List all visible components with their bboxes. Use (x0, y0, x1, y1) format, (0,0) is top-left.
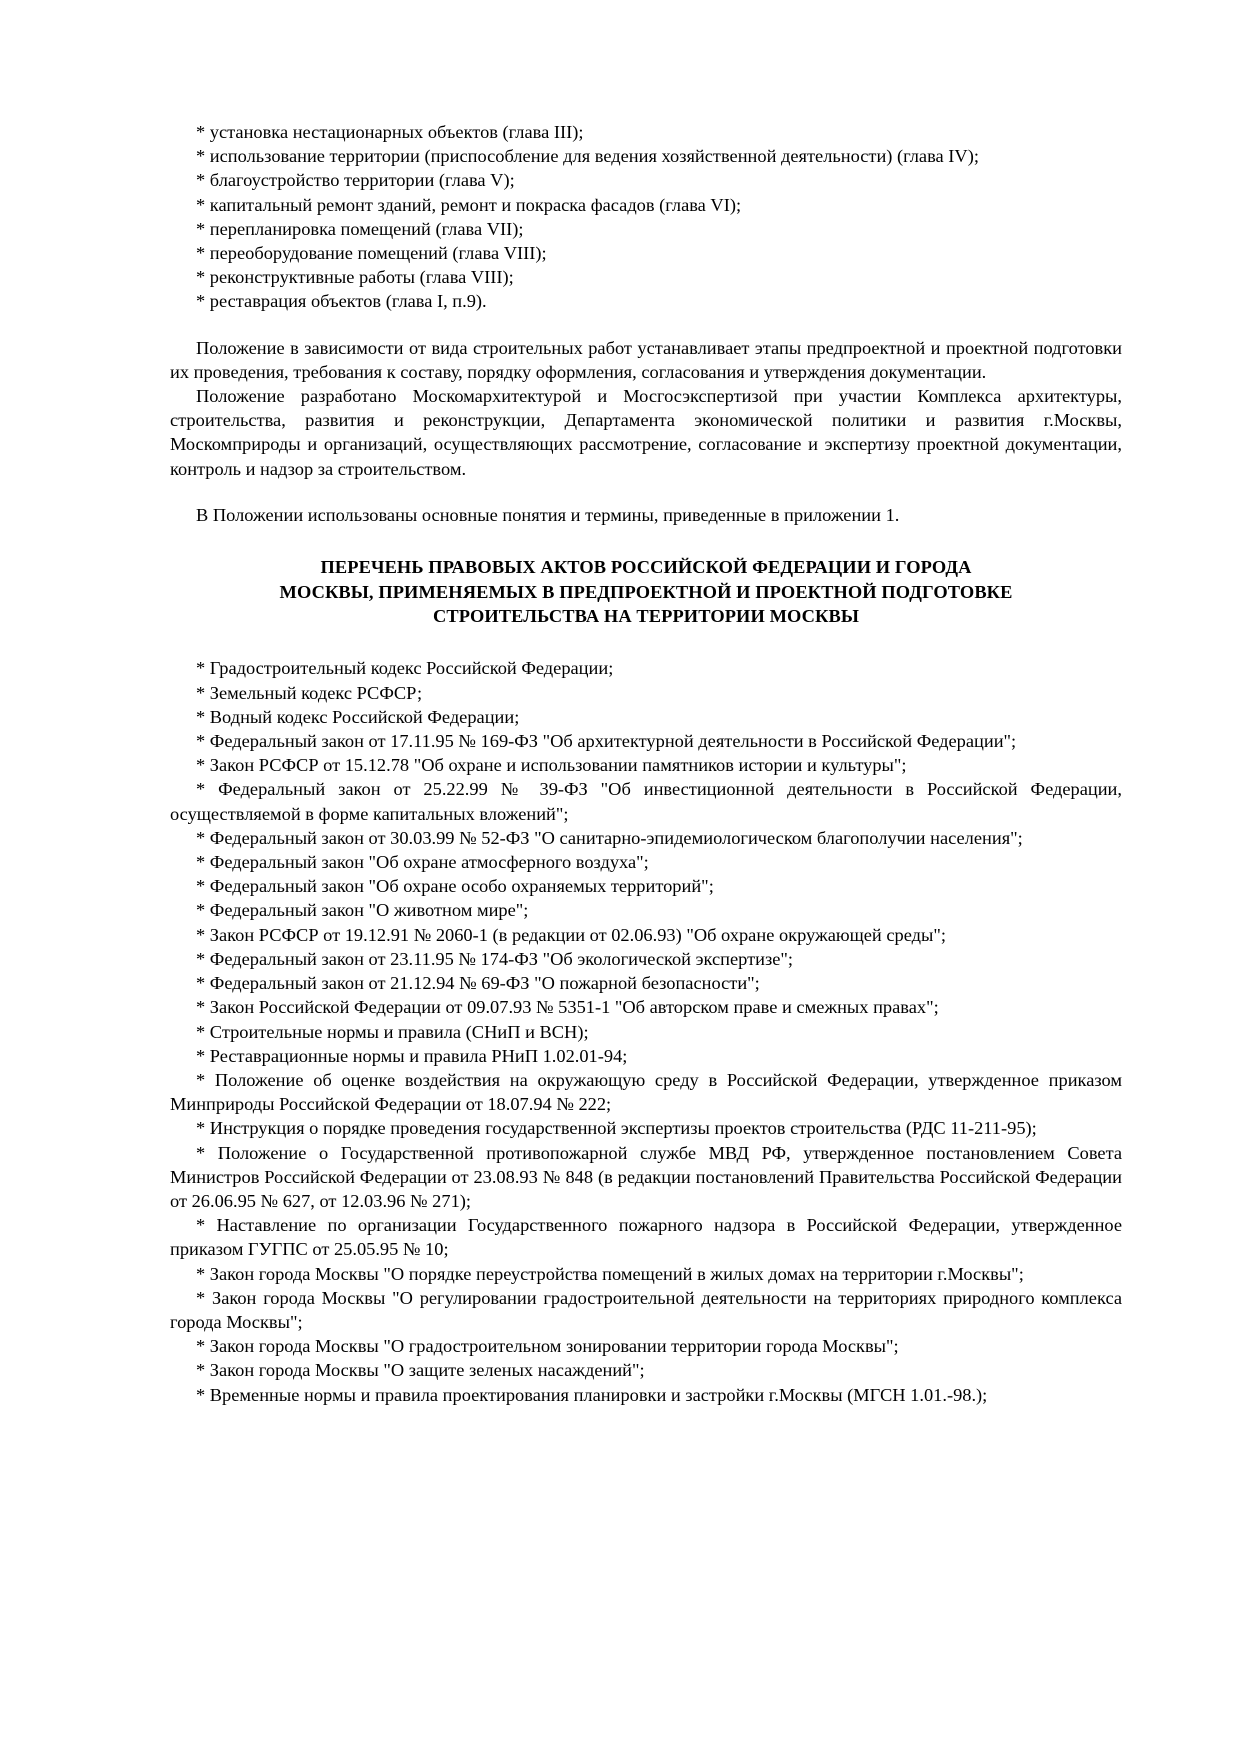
top-bullet-list (170, 120, 1122, 314)
list-item: * Закон РСФСР от 19.12.91 № 2060-1 (в редакции от 02.06.93) "Об охране окружающей среды"; (196, 924, 946, 945)
spacer (170, 481, 1122, 503)
list-item: * Наставление по организации Государственного пожарного надзора в Российской Федерации, утвержденное приказом ГУГПС от 25.05.95 № 10; (170, 1215, 1122, 1260)
list-item: * Закон Российской Федерации от 09.07.93 № 5351-1 "Об авторском праве и смежных правах"; (196, 997, 939, 1018)
heading-line: СТРОИТЕЛЬСТВА НА ТЕРРИТОРИИ МОСКВЫ (433, 605, 859, 626)
list-item: * Инструкция о порядке проведения государственной экспертизы проектов строительства (РДС 11-211-95); (196, 1118, 1037, 1139)
list-item: * Федеральный закон от 30.03.99 № 52-ФЗ "О санитарно-эпидемиологическом благополучии населения"; (196, 827, 1023, 848)
list-item: * Реставрационные нормы и правила РНиП 1.02.01-94; (196, 1045, 628, 1066)
list-item: * Федеральный закон "Об охране особо охраняемых территорий"; (196, 876, 714, 897)
list-item: * использование территории (приспособление для ведения хозяйственной деятельности) (глава IV); (196, 146, 979, 167)
list-item: * реконструктивные работы (глава VIII); (196, 267, 514, 288)
list-item: * капитальный ремонт зданий, ремонт и покраска фасадов (глава VI); (196, 194, 742, 215)
list-item: * переоборудование помещений (глава VIII); (196, 243, 547, 264)
paragraph-terms-note: В Положении использованы основные понятия и термины, приведенные в приложении 1. (196, 504, 900, 525)
list-item: * перепланировка помещений (глава VII); (196, 218, 524, 239)
list-item: * Федеральный закон "Об охране атмосферного воздуха"; (196, 852, 649, 873)
list-item: * Строительные нормы и правила (СНиП и ВСН); (196, 1021, 589, 1042)
list-item: * Земельный кодекс РСФСР; (196, 682, 423, 703)
heading-line: МОСКВЫ, ПРИМЕНЯЕМЫХ В ПРЕДПРОЕКТНОЙ И ПРОЕКТНОЙ ПОДГОТОВКЕ (279, 581, 1013, 602)
spacer (170, 314, 1122, 336)
list-item: * благоустройство территории (глава V); (196, 170, 515, 191)
list-item: * Закон РСФСР от 15.12.78 "Об охране и использовании памятников истории и культуры"; (196, 755, 907, 776)
list-item: * Закон города Москвы "О градостроительном зонировании территории города Москвы"; (196, 1336, 899, 1357)
list-item: * Водный кодекс Российской Федерации; (196, 706, 520, 727)
paragraph-scope: Положение в зависимости от вида строительных работ устанавливает этапы предпроектной и проектной подготовки их проведения, требования к составу, порядку оформления, согласования и утверждения документации. (170, 337, 1122, 382)
list-item: * Федеральный закон от 25.22.99 № 39-ФЗ "Об инвестиционной деятельности в Российской Федерации, осуществляемой в форме капитальных вложений"; (170, 779, 1122, 824)
list-item: * Федеральный закон от 23.11.95 № 174-ФЗ "Об экологической экспертизе"; (196, 948, 794, 969)
heading-line: ПЕРЕЧЕНЬ ПРАВОВЫХ АКТОВ РОССИЙСКОЙ ФЕДЕРАЦИИ И ГОРОДА (320, 557, 972, 578)
list-item: * Закон города Москвы "О порядке переустройства помещений в жилых домах на территории г.Москвы"; (196, 1263, 1024, 1284)
list-item: * установка нестационарных объектов (глава III); (196, 122, 584, 142)
legal-acts-list (170, 656, 1122, 1406)
spacer (170, 628, 1122, 656)
list-item: * Положение о Государственной противопожарной службе МВД РФ, утвержденное постановлением Совета Министров Российской Федерации от 23.08.93 № 848 (в редакции постановлений Правительства Российской Федерации от 26.06.95 № 627, от 12.03.96 № 271); (170, 1142, 1122, 1211)
paragraph-authors: Положение разработано Москомархитектурой и Мосгосэкспертизой при участии Комплекса архитектуры, строительства, развития и реконструкции, Департамента экономической политики и развития г.Москвы, Москомприроды и организаций, осуществляющих рассмотрение, согласование и экспертизу проектной документации, контроль и надзор за строительством. (170, 386, 1122, 479)
document-body (170, 120, 1122, 1407)
list-item: * Закон города Москвы "О защите зеленых насаждений"; (196, 1360, 645, 1381)
list-item: * Федеральный закон "О животном мире"; (196, 900, 529, 921)
list-item: * реставрация объектов (глава I, п.9). (196, 291, 487, 312)
list-item: * Положение об оценке воздействия на окружающую среду в Российской Федерации, утвержденное приказом Минприроды Российской Федерации от 18.07.94 № 222; (170, 1069, 1122, 1115)
list-item: * Временные нормы и правила проектирования планировки и застройки г.Москвы (МГСН 1.01.-98.); (196, 1384, 988, 1405)
section-heading (170, 555, 1122, 628)
list-item: * Федеральный закон от 21.12.94 № 69-ФЗ "О пожарной безопасности"; (196, 973, 760, 994)
list-item: * Закон города Москвы "О регулировании градостроительной деятельности на территориях природного комплекса города Москвы"; (170, 1287, 1122, 1332)
spacer (170, 527, 1122, 555)
list-item: * Федеральный закон от 17.11.95 № 169-ФЗ "Об архитектурной деятельности в Российской Федерации"; (196, 731, 1017, 752)
list-item: * Градостроительный кодекс Российской Федерации; (196, 658, 614, 679)
